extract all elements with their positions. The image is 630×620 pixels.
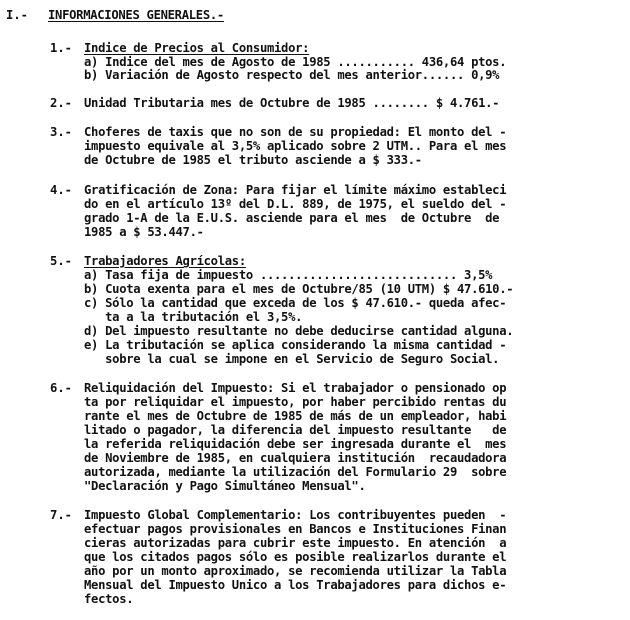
item-line: año por un monto aproximado, se recomienda utilizar la Tabla	[84, 564, 507, 578]
item-line: b) Cuota exenta para el mes de Octubre/85 (10 UTM) $ 47.610.-	[84, 282, 514, 296]
item-line: "Declaración y Pago Simultáneo Mensual".	[84, 479, 366, 493]
item-line: que los citados pagos sólo es posible realizarlos durante el	[84, 550, 507, 564]
item-line: Choferes de taxis que no son de su propiedad: El monto del -	[84, 125, 507, 139]
item-line: impuesto equivale al 3,5% aplicado sobre 2 UTM.. Para el mes	[84, 139, 507, 153]
item-line: Trabajadores Agrícolas:	[84, 254, 246, 268]
item-line: la referida reliquidación debe ser ingresada durante el mes	[84, 437, 507, 451]
item-number: 7.-	[50, 508, 73, 522]
item-line: ta por reliquidar el impuesto, por haber percibido rentas du	[84, 395, 507, 409]
item-line: Gratificación de Zona: Para fijar el límite máximo estableci	[84, 183, 507, 197]
item-line: Mensual del Impuesto Unico a los Trabajadores para dichos e-	[84, 578, 507, 592]
item-line: d) Del impuesto resultante no debe deducirse cantidad alguna.	[84, 324, 514, 338]
item-line: autorizada, mediante la utilización del Formulario 29 sobre	[84, 465, 507, 479]
item-line: a) Indice del mes de Agosto de 1985 ........... 436,64 ptos.	[84, 55, 507, 69]
item-line: do en el artículo 13º del D.L. 889, de 1975, el sueldo del -	[84, 197, 507, 211]
item-line: sobre la cual se impone en el Servicio de Seguro Social.	[84, 352, 500, 366]
item-line: a) Tasa fija de impuesto ............................ 3,5%	[84, 268, 493, 282]
item-number: 3.-	[50, 125, 73, 139]
item-line: Indice de Precios al Consumidor:	[84, 41, 310, 55]
section-number: I.-	[6, 8, 29, 22]
item-number: 1.-	[50, 41, 73, 55]
item-line: de Octubre de 1985 el tributo asciende a $ 333.-	[84, 153, 422, 167]
item-line: b) Variación de Agosto respecto del mes anterior...... 0,9%	[84, 68, 500, 82]
item-line: fectos.	[84, 592, 134, 606]
item-line: efectuar pagos provisionales en Bancos e Instituciones Finan	[84, 522, 507, 536]
item-line: Unidad Tributaria mes de Octubre de 1985 ........ $ 4.761.-	[84, 96, 500, 110]
section-title: INFORMACIONES GENERALES.-	[48, 8, 224, 22]
item-line: cieras autorizadas para cubrir este impuesto. En atención a	[84, 536, 507, 550]
item-number: 2.-	[50, 96, 73, 110]
item-line: 1985 a $ 53.447.-	[84, 225, 204, 239]
item-line: litado o pagador, la diferencia del impuesto resultante de	[84, 423, 507, 437]
item-line: Impuesto Global Complementario: Los contribuyentes pueden -	[84, 508, 507, 522]
item-number: 4.-	[50, 183, 73, 197]
item-number: 5.-	[50, 254, 73, 268]
item-line: Reliquidación del Impuesto: Si el trabajador o pensionado op	[84, 381, 507, 395]
item-line: ta a la tributación el 3,5%.	[84, 310, 303, 324]
item-line: grado 1-A de la E.U.S. asciende para el mes de Octubre de	[84, 211, 500, 225]
item-line: de Noviembre de 1985, en cualquiera institución recaudadora	[84, 451, 507, 465]
item-number: 6.-	[50, 381, 73, 395]
item-line: rante el mes de Octubre de 1985 de más de un empleador, habi	[84, 409, 507, 423]
item-line: c) Sólo la cantidad que exceda de los $ 47.610.- queda afec-	[84, 296, 507, 310]
item-line: e) La tributación se aplica considerando la misma cantidad -	[84, 338, 507, 352]
